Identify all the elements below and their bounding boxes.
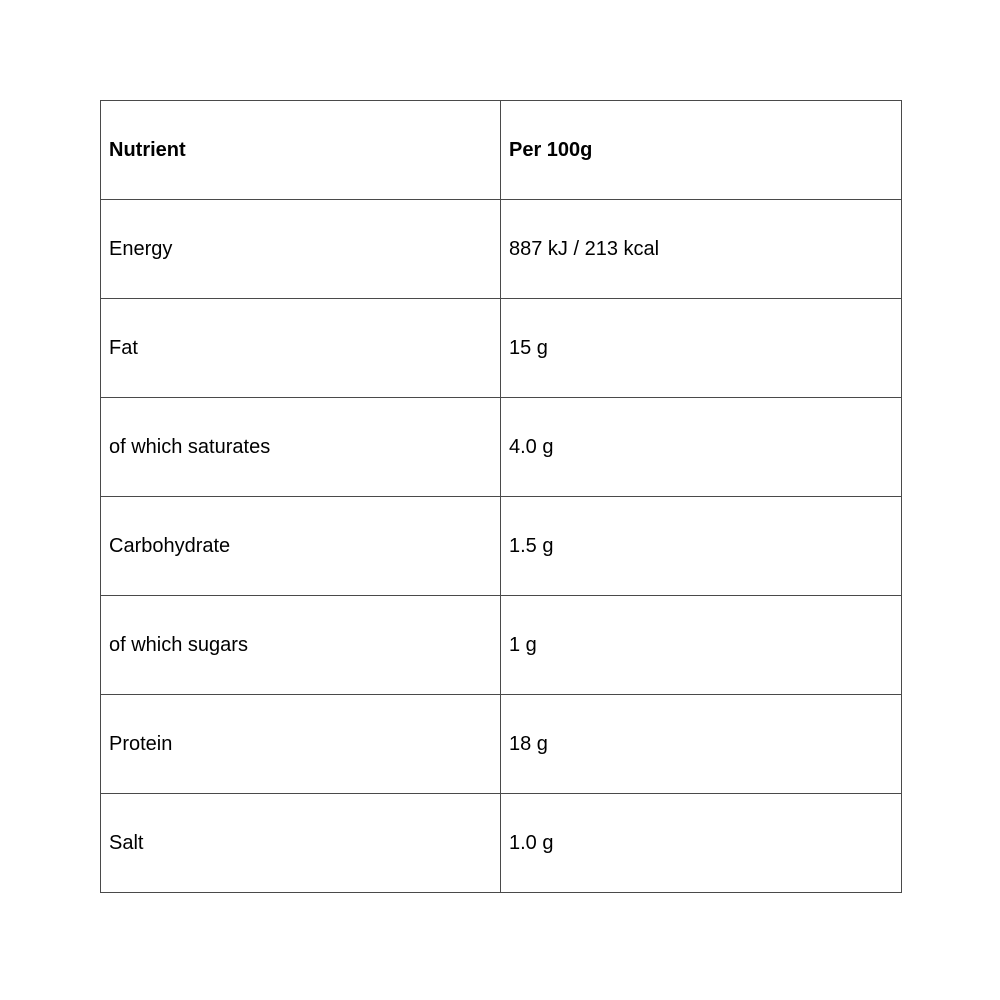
nutrient-name-cell: Salt [101, 794, 501, 893]
nutrient-name-cell: Fat [101, 299, 501, 398]
table-row [101, 398, 902, 497]
column-header-nutrient: Nutrient [101, 101, 501, 200]
table-row [101, 695, 902, 794]
table-header-row [101, 101, 902, 200]
nutrient-value-cell: 1.0 g [501, 794, 902, 893]
table-row [101, 299, 902, 398]
table-row [101, 596, 902, 695]
nutrient-name-cell: of which saturates [101, 398, 501, 497]
nutrient-name-cell: Carbohydrate [101, 497, 501, 596]
nutrient-value-cell: 4.0 g [501, 398, 902, 497]
nutrient-value-cell: 18 g [501, 695, 902, 794]
nutrient-value-cell: 887 kJ / 213 kcal [501, 200, 902, 299]
nutrient-value-cell: 15 g [501, 299, 902, 398]
nutrient-name-cell: of which sugars [101, 596, 501, 695]
nutrient-name-cell: Energy [101, 200, 501, 299]
nutrient-name-cell: Protein [101, 695, 501, 794]
nutrient-value-cell: 1 g [501, 596, 902, 695]
column-header-per-100g: Per 100g [501, 101, 902, 200]
nutrition-table [100, 100, 902, 893]
table-row [101, 794, 902, 893]
table-row [101, 200, 902, 299]
table-row [101, 497, 902, 596]
nutrient-value-cell: 1.5 g [501, 497, 902, 596]
